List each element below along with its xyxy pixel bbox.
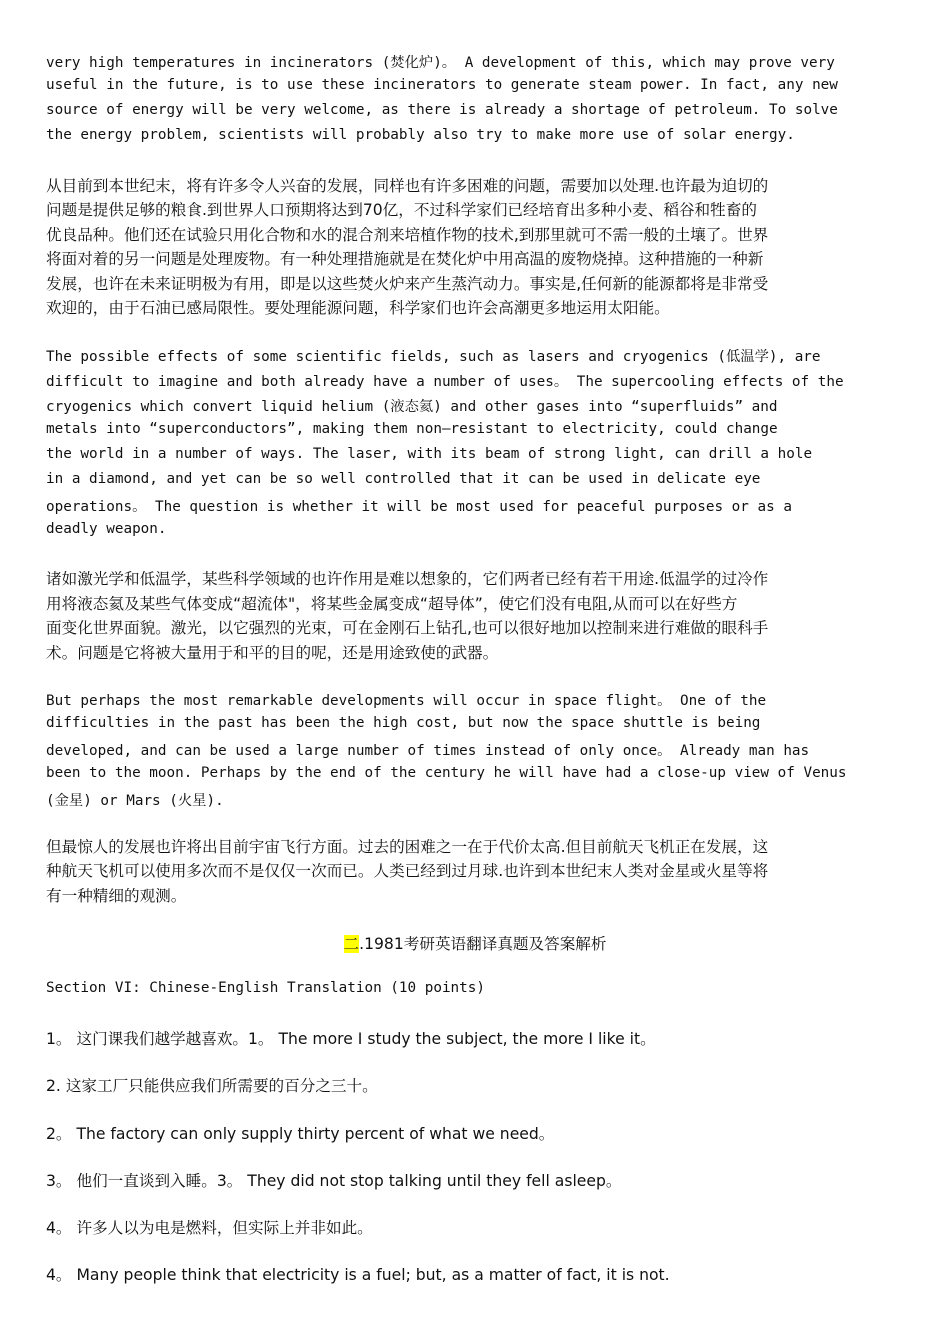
- translation-item: 4。 Many people think that electricity is a fuel; but, as a matter of fact, it is not.: [46, 1266, 670, 1284]
- text-line: 诸如激光学和低温学，某些科学领域的也许作用是难以想象的，它们两者已经有若干用途.低温学的过冷作: [46, 570, 769, 588]
- text-line: developed, and can be used a large number of times instead of only once。 Already man has: [46, 743, 810, 759]
- text-line: 面变化世界面貌。激光，以它强烈的光束，可在金刚石上钻孔,也可以很好地加以控制来进行难做的眼科手: [46, 619, 769, 637]
- text-line: 从目前到本世纪末，将有许多令人兴奋的发展，同样也有许多困难的问题，需要加以处理.也许最为迫切的: [46, 177, 769, 195]
- text-line: 有一种精细的观测。: [46, 887, 187, 905]
- text-line: metals into “superconductors”, making them non—resistant to electricity, could change: [46, 421, 778, 437]
- text-line: difficult to imagine and both already have a number of uses。 The supercooling effects of the: [46, 374, 844, 390]
- text-line: operations。 The question is whether it will be most used for peaceful purposes or as a: [46, 499, 792, 515]
- text-line: The possible effects of some scientific fields, such as lasers and cryogenics (低温学), are: [46, 349, 821, 365]
- translation-item: 2。 The factory can only supply thirty percent of what we need。: [46, 1125, 555, 1143]
- text-line: the world in a number of ways. The laser, with its beam of strong light, can drill a hole: [46, 446, 813, 462]
- text-line: difficulties in the past has been the high cost, but now the space shuttle is being: [46, 715, 761, 731]
- text-line: cryogenics which convert liquid helium (液态氦) and other gases into “superfluids” and: [46, 399, 778, 415]
- translation-item: 4。 许多人以为电是燃料，但实际上并非如此。: [46, 1219, 373, 1237]
- text-line: 将面对着的另一问题是处理废物。有一种处理措施就是在焚化炉中用高温的废物烧掉。这种措施的一种新: [46, 250, 764, 268]
- text-line: source of energy will be very welcome, as there is already a shortage of petroleum. To solve: [46, 102, 838, 118]
- text-line: 术。问题是它将被大量用于和平的目的呢，还是用途致使的武器。: [46, 644, 499, 662]
- text-line: 但最惊人的发展也许将出目前宇宙飞行方面。过去的困难之一在于代价太高.但目前航天飞机正在发展，这: [46, 838, 769, 856]
- text-line: (金星) or Mars (火星).: [46, 793, 224, 809]
- text-line: been to the moon. Perhaps by the end of the century he will have had a close-up view of Venus: [46, 765, 847, 781]
- text-line: But perhaps the most remarkable developments will occur in space flight。 One of the: [46, 693, 767, 709]
- text-line: deadly weapon.: [46, 521, 167, 537]
- section-heading: [0, 932, 950, 954]
- heading-highlight: 二: [343, 935, 360, 953]
- text-line: useful in the future, is to use these incinerators to generate steam power. In fact, any new: [46, 77, 838, 93]
- translation-item: 1。 这门课我们越学越喜欢。1。 The more I study the subject, the more I like it。: [46, 1030, 656, 1048]
- text-line: in a diamond, and yet can be so well controlled that it can be used in delicate eye: [46, 471, 761, 487]
- text-line: 发展，也许在未来证明极为有用，即是以这些焚火炉来产生蒸汽动力。事实是,任何新的能源都将是非常受: [46, 275, 769, 293]
- text-line: 问题是提供足够的粮食.到世界人口预期将达到70亿，不过科学家们已经培育出多种小麦、稻谷和牲畜的: [46, 201, 757, 219]
- text-line: 种航天飞机可以使用多次而不是仅仅一次而已。人类已经到过月球.也许到本世纪末人类对金星或火星等将: [46, 862, 769, 880]
- translation-item: 3。 他们一直谈到入睡。3。 They did not stop talking until they fell asleep。: [46, 1172, 622, 1190]
- text-line: the energy problem, scientists will probably also try to make more use of solar energy.: [46, 127, 795, 143]
- section-label: Section VI: Chinese-English Translation (10 points): [46, 980, 485, 996]
- text-line: very high temperatures in incinerators (焚化炉)。 A development of this, which may prove very: [46, 55, 835, 71]
- text-line: 欢迎的，由于石油已感局限性。要处理能源问题，科学家们也许会高潮更多地运用太阳能。: [46, 299, 670, 317]
- translation-item: 2. 这家工厂只能供应我们所需要的百分之三十。: [46, 1077, 378, 1095]
- text-line: 优良品种。他们还在试验只用化合物和水的混合剂来培植作物的技术,到那里就可不需一般的土壤了。世界: [46, 226, 769, 244]
- heading-text: .1981考研英语翻译真题及答案解析: [359, 935, 607, 953]
- text-line: 用将液态氦及某些气体变成“超流体"，将某些金属变成“超导体”，使它们没有电阻,从而可以在好些方: [46, 595, 738, 613]
